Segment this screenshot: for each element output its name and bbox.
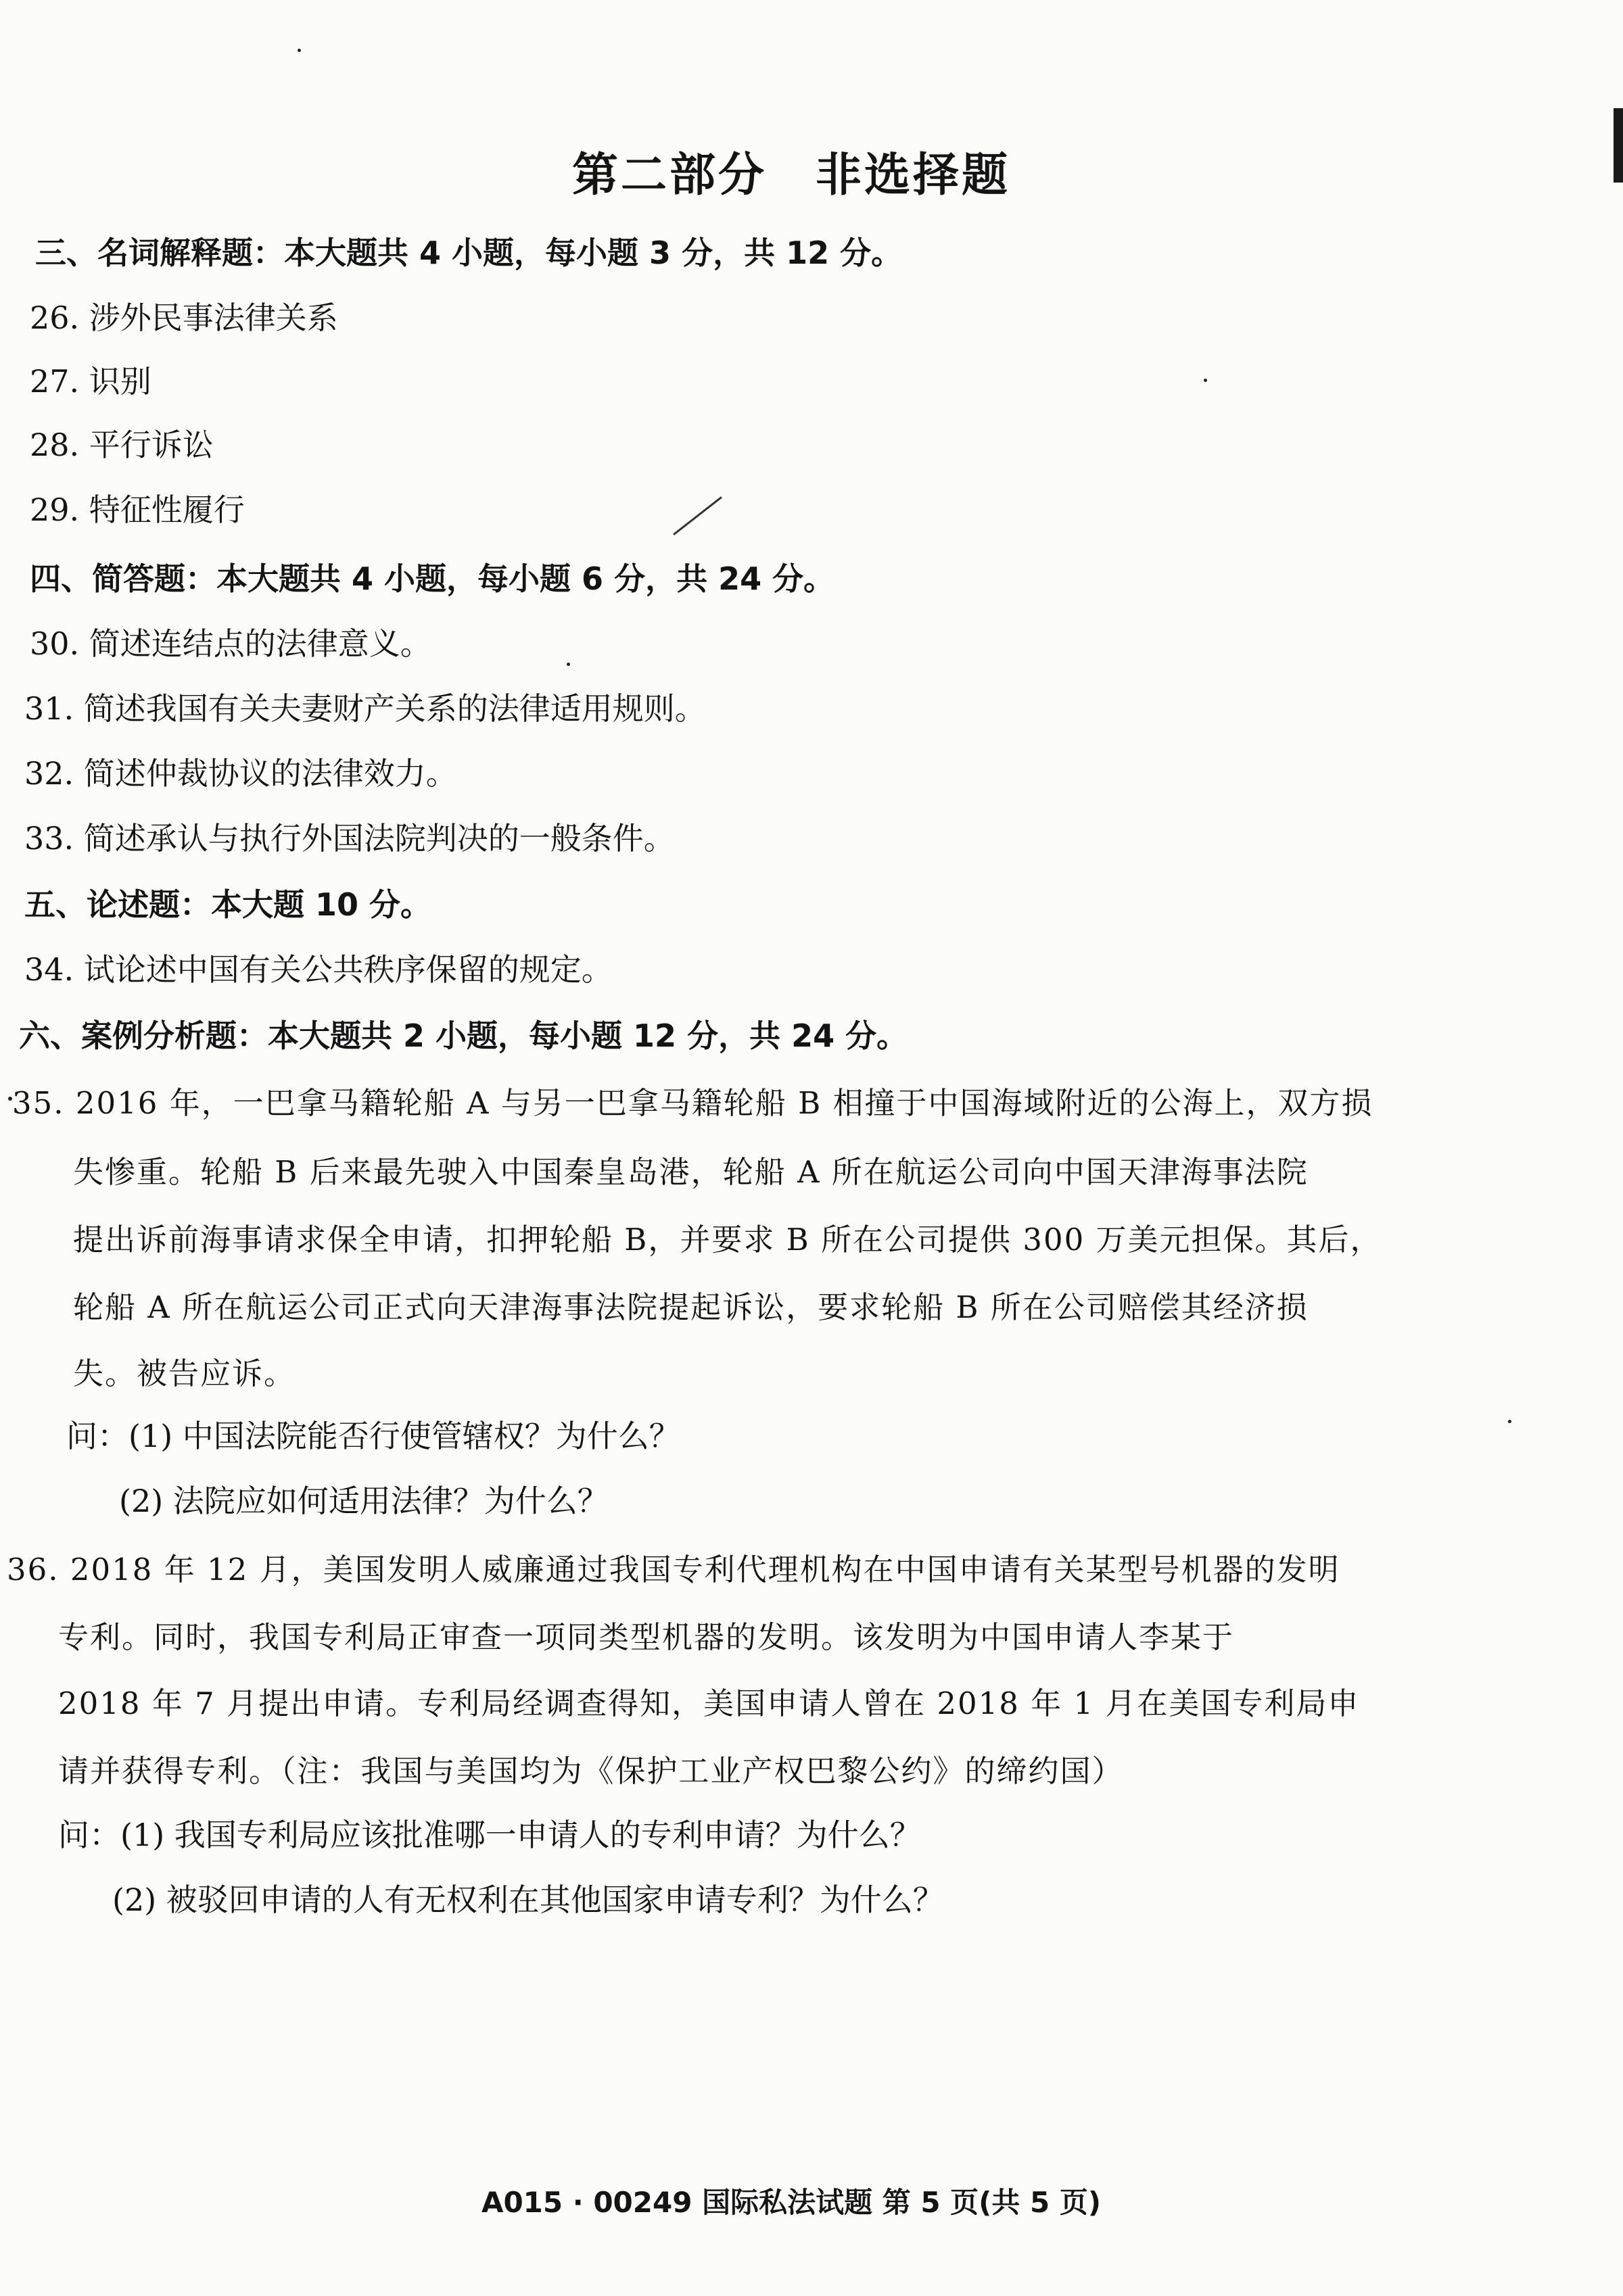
- question-35-ask-1: 问：(1) 中国法院能否行使管辖权？为什么？: [66, 1418, 680, 1454]
- scan-speck: [1204, 379, 1207, 382]
- question-35-line-2: 失惨重。轮船 B 后来最先驶入中国秦皇岛港，轮船 A 所在航运公司向中国天津海事法院: [73, 1154, 1309, 1190]
- question-32: 32. 简述仲裁协议的法律效力。: [24, 755, 457, 792]
- question-33: 33. 简述承认与执行外国法院判决的一般条件。: [24, 820, 675, 857]
- question-36-line-4: 请并获得专利。（注：我国与美国均为《保护工业产权巴黎公约》的缔约国）: [58, 1753, 1124, 1789]
- scan-speck: [8, 1097, 12, 1101]
- question-36-ask-1: 问：(1) 我国专利局应该批准哪一申请人的专利申请？为什么？: [58, 1817, 921, 1853]
- page-footer: A015 · 00249 国际私法试题 第 5 页(共 5 页): [481, 2186, 1102, 2219]
- question-34: 34. 试论述中国有关公共秩序保留的规定。: [24, 951, 613, 988]
- question-28: 28. 平行诉讼: [30, 427, 214, 463]
- question-36-line-3: 2018 年 7 月提出申请。专利局经调查得知，美国申请人曾在 2018 年 1 月在美国专利局申: [58, 1685, 1360, 1721]
- question-36-ask-2: (2) 被驳回申请的人有无权利在其他国家申请专利？为什么？: [112, 1882, 944, 1918]
- section-4-heading: 四、简答题：本大题共 4 小题，每小题 6 分，共 24 分。: [30, 560, 835, 597]
- question-27: 27. 识别: [30, 363, 151, 400]
- question-35-line-5: 失。被告应诉。: [73, 1356, 296, 1391]
- pen-mark: [673, 496, 722, 535]
- question-29: 29. 特征性履行: [30, 492, 245, 528]
- question-30: 30. 简述连结点的法律意义。: [30, 625, 431, 662]
- question-35-line-3: 提出诉前海事请求保全申请，扣押轮船 B，并要求 B 所在公司提供 300 万美元担保。其后，: [73, 1222, 1382, 1258]
- scan-speck: [567, 663, 570, 666]
- question-35-line-1: 35. 2016 年，一巴拿马籍轮船 A 与另一巴拿马籍轮船 B 相撞于中国海域附近的公海上，双方损: [12, 1085, 1373, 1121]
- question-31: 31. 简述我国有关夫妻财产关系的法律适用规则。: [24, 690, 706, 727]
- question-35-ask-2: (2) 法院应如何适用法律？为什么？: [119, 1483, 609, 1519]
- section-6-heading: 六、案例分析题：本大题共 2 小题，每小题 12 分，共 24 分。: [19, 1018, 908, 1054]
- scan-edge-mark: [1614, 108, 1623, 183]
- section-3-heading: 三、名词解释题：本大题共 4 小题，每小题 3 分，共 12 分。: [35, 235, 903, 271]
- scan-speck: [1508, 1420, 1511, 1423]
- scan-speck: [298, 49, 301, 52]
- question-36-line-1: 36. 2018 年 12 月，美国发明人威廉通过我国专利代理机构在中国申请有关某型号机器的发明: [7, 1552, 1340, 1587]
- question-35-line-4: 轮船 A 所在航运公司正式向天津海事法院提起诉讼，要求轮船 B 所在公司赔偿其经济损: [73, 1289, 1309, 1325]
- section-5-heading: 五、论述题：本大题 10 分。: [24, 886, 432, 923]
- part-title: 第二部分 非选择题: [571, 149, 1010, 202]
- question-26: 26. 涉外民事法律关系: [30, 300, 338, 336]
- question-36-line-2: 专利。同时，我国专利局正审查一项同类型机器的发明。该发明为中国申请人李某于: [58, 1619, 1235, 1655]
